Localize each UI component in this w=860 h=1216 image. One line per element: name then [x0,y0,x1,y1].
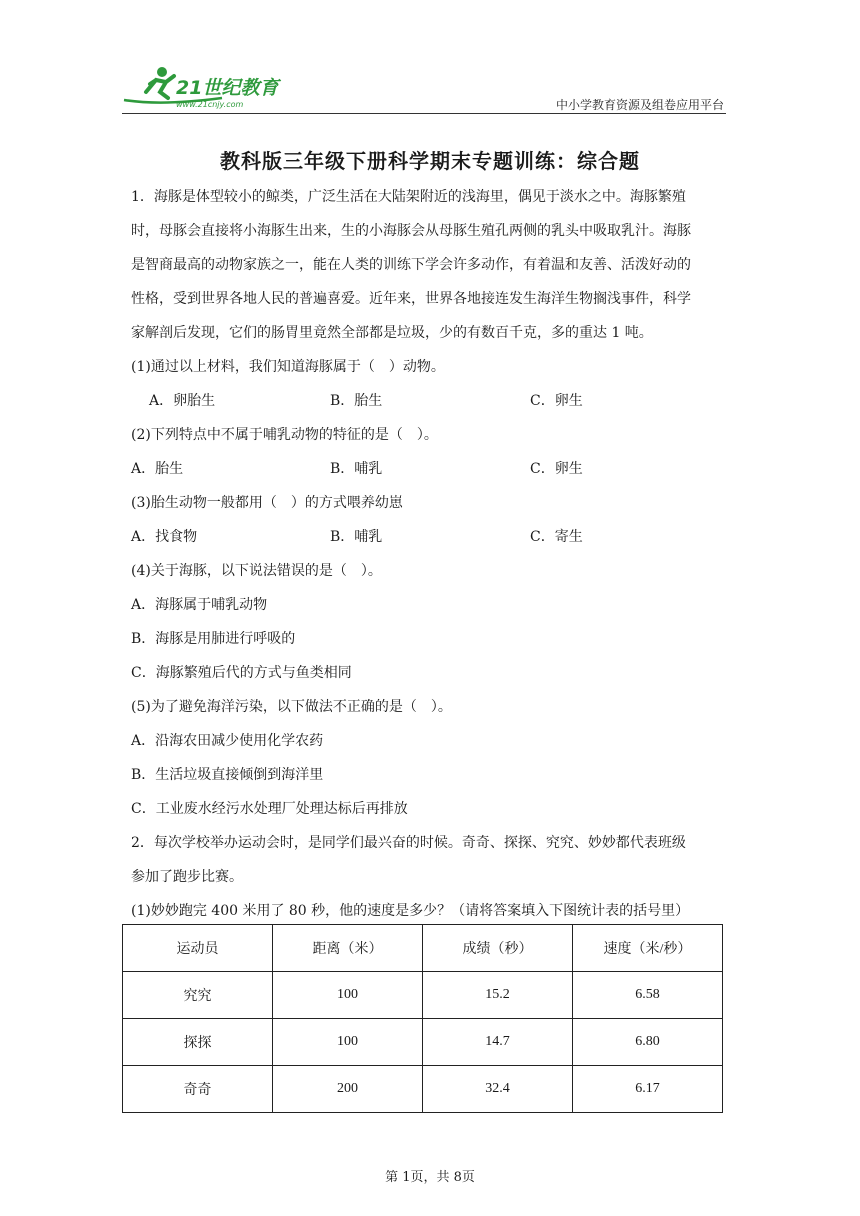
table-cell: 200 [273,1066,423,1113]
option-c[interactable]: C．卵生 [530,393,583,409]
q1-intro [131,180,731,350]
table-cell: 32.4 [423,1066,573,1113]
q1-intro-line: 时，母豚会直接将小海豚生出来，生的小海豚会从母豚生殖孔两侧的乳头中吸取乳汁。海豚 [131,223,691,239]
q1-sub1-options [131,384,731,418]
option-b[interactable]: B．胎生 [330,393,383,409]
q1-sub1-stem: (1)通过以上材料，我们知道海豚属于（ ）动物。 [131,359,445,375]
q1-sub2-stem: (2)下列特点中不属于哺乳动物的特征的是（ ）。 [131,427,438,443]
q1-sub2-options [131,452,731,486]
option-a[interactable]: A．卵胎生 [149,393,216,409]
table-row [123,1019,723,1066]
q1-intro-line: 1．海豚是体型较小的鲸类，广泛生活在大陆架附近的浅海里，偶见于淡水之中。海豚繁殖 [131,189,686,205]
option-a[interactable]: A．海豚属于哺乳动物 [131,597,268,613]
table-cell: 探探 [123,1019,273,1066]
option-b[interactable]: B．海豚是用肺进行呼吸的 [131,631,296,647]
table-cell: 14.7 [423,1019,573,1066]
logo-21cnjy [122,62,292,114]
logo-text: 21世纪教育 [176,77,279,99]
table-cell: 6.80 [573,1019,723,1066]
table-cell: 6.17 [573,1066,723,1113]
option-a[interactable]: A．胎生 [131,461,184,477]
table-header: 距离（米） [273,925,423,972]
page-title: 教科版三年级下册科学期末专题训练：综合题 [220,149,640,173]
option-c[interactable]: C．寄生 [530,529,583,545]
q2-sub1-stem: (1)妙妙跑完 400 米用了 80 秒，他的速度是多少？（请将答案填入下图统计表的括号里） [131,903,690,919]
option-c[interactable]: C．海豚繁殖后代的方式与鱼类相同 [131,665,352,681]
q1-sub3-options [131,520,731,554]
q2-intro-line: 参加了跑步比赛。 [131,869,243,885]
platform-label: 中小学教育资源及组卷应用平台 [555,98,724,112]
table-header-row [123,925,723,972]
table-cell: 100 [273,972,423,1019]
option-b[interactable]: B．哺乳 [330,529,383,545]
table-cell: 100 [273,1019,423,1066]
table-cell: 究究 [123,972,273,1019]
header-divider [122,113,726,114]
table-header: 成绩（秒） [423,925,573,972]
option-b[interactable]: B．哺乳 [330,461,383,477]
table-row [123,1066,723,1113]
table-cell: 奇奇 [123,1066,273,1113]
option-b[interactable]: B．生活垃圾直接倾倒到海洋里 [131,767,324,783]
results-table [122,924,723,1113]
page-header [122,62,726,116]
option-c[interactable]: C．卵生 [530,461,583,477]
table-cell: 15.2 [423,972,573,1019]
page-footer: 第 1页，共 8页 [385,1170,475,1185]
table-header: 速度（米/秒） [573,925,723,972]
table-cell: 6.58 [573,972,723,1019]
q1-intro-line: 是智商最高的动物家族之一，能在人类的训练下学会许多动作，有着温和友善、活泼好动的 [131,257,691,273]
question-content [131,180,731,928]
q1-intro-line: 性格，受到世界各地人民的普遍喜爱。近年来，世界各地接连发生海洋生物搁浅事件，科学 [131,291,691,307]
table-row [123,972,723,1019]
q2-intro-line: 2．每次学校举办运动会时，是同学们最兴奋的时候。奇奇、探探、究究、妙妙都代表班级 [131,835,686,851]
logo-url: www.21cnjy.com [176,100,244,109]
q1-sub4-stem: (4)关于海豚，以下说法错误的是（ ）。 [131,563,382,579]
table-header: 运动员 [123,925,273,972]
option-c[interactable]: C．工业废水经污水处理厂处理达标后再排放 [131,801,408,817]
q1-sub5-stem: (5)为了避免海洋污染，以下做法不正确的是（ ）。 [131,699,452,715]
q1-intro-line: 家解剖后发现，它们的肠胃里竟然全部都是垃圾，少的有数百千克，多的重达 1 吨。 [131,325,653,341]
option-a[interactable]: A．沿海农田减少使用化学农药 [131,733,324,749]
option-a[interactable]: A．找食物 [131,529,198,545]
q1-sub3-stem: (3)胎生动物一般都用（ ）的方式喂养幼崽 [131,495,403,511]
